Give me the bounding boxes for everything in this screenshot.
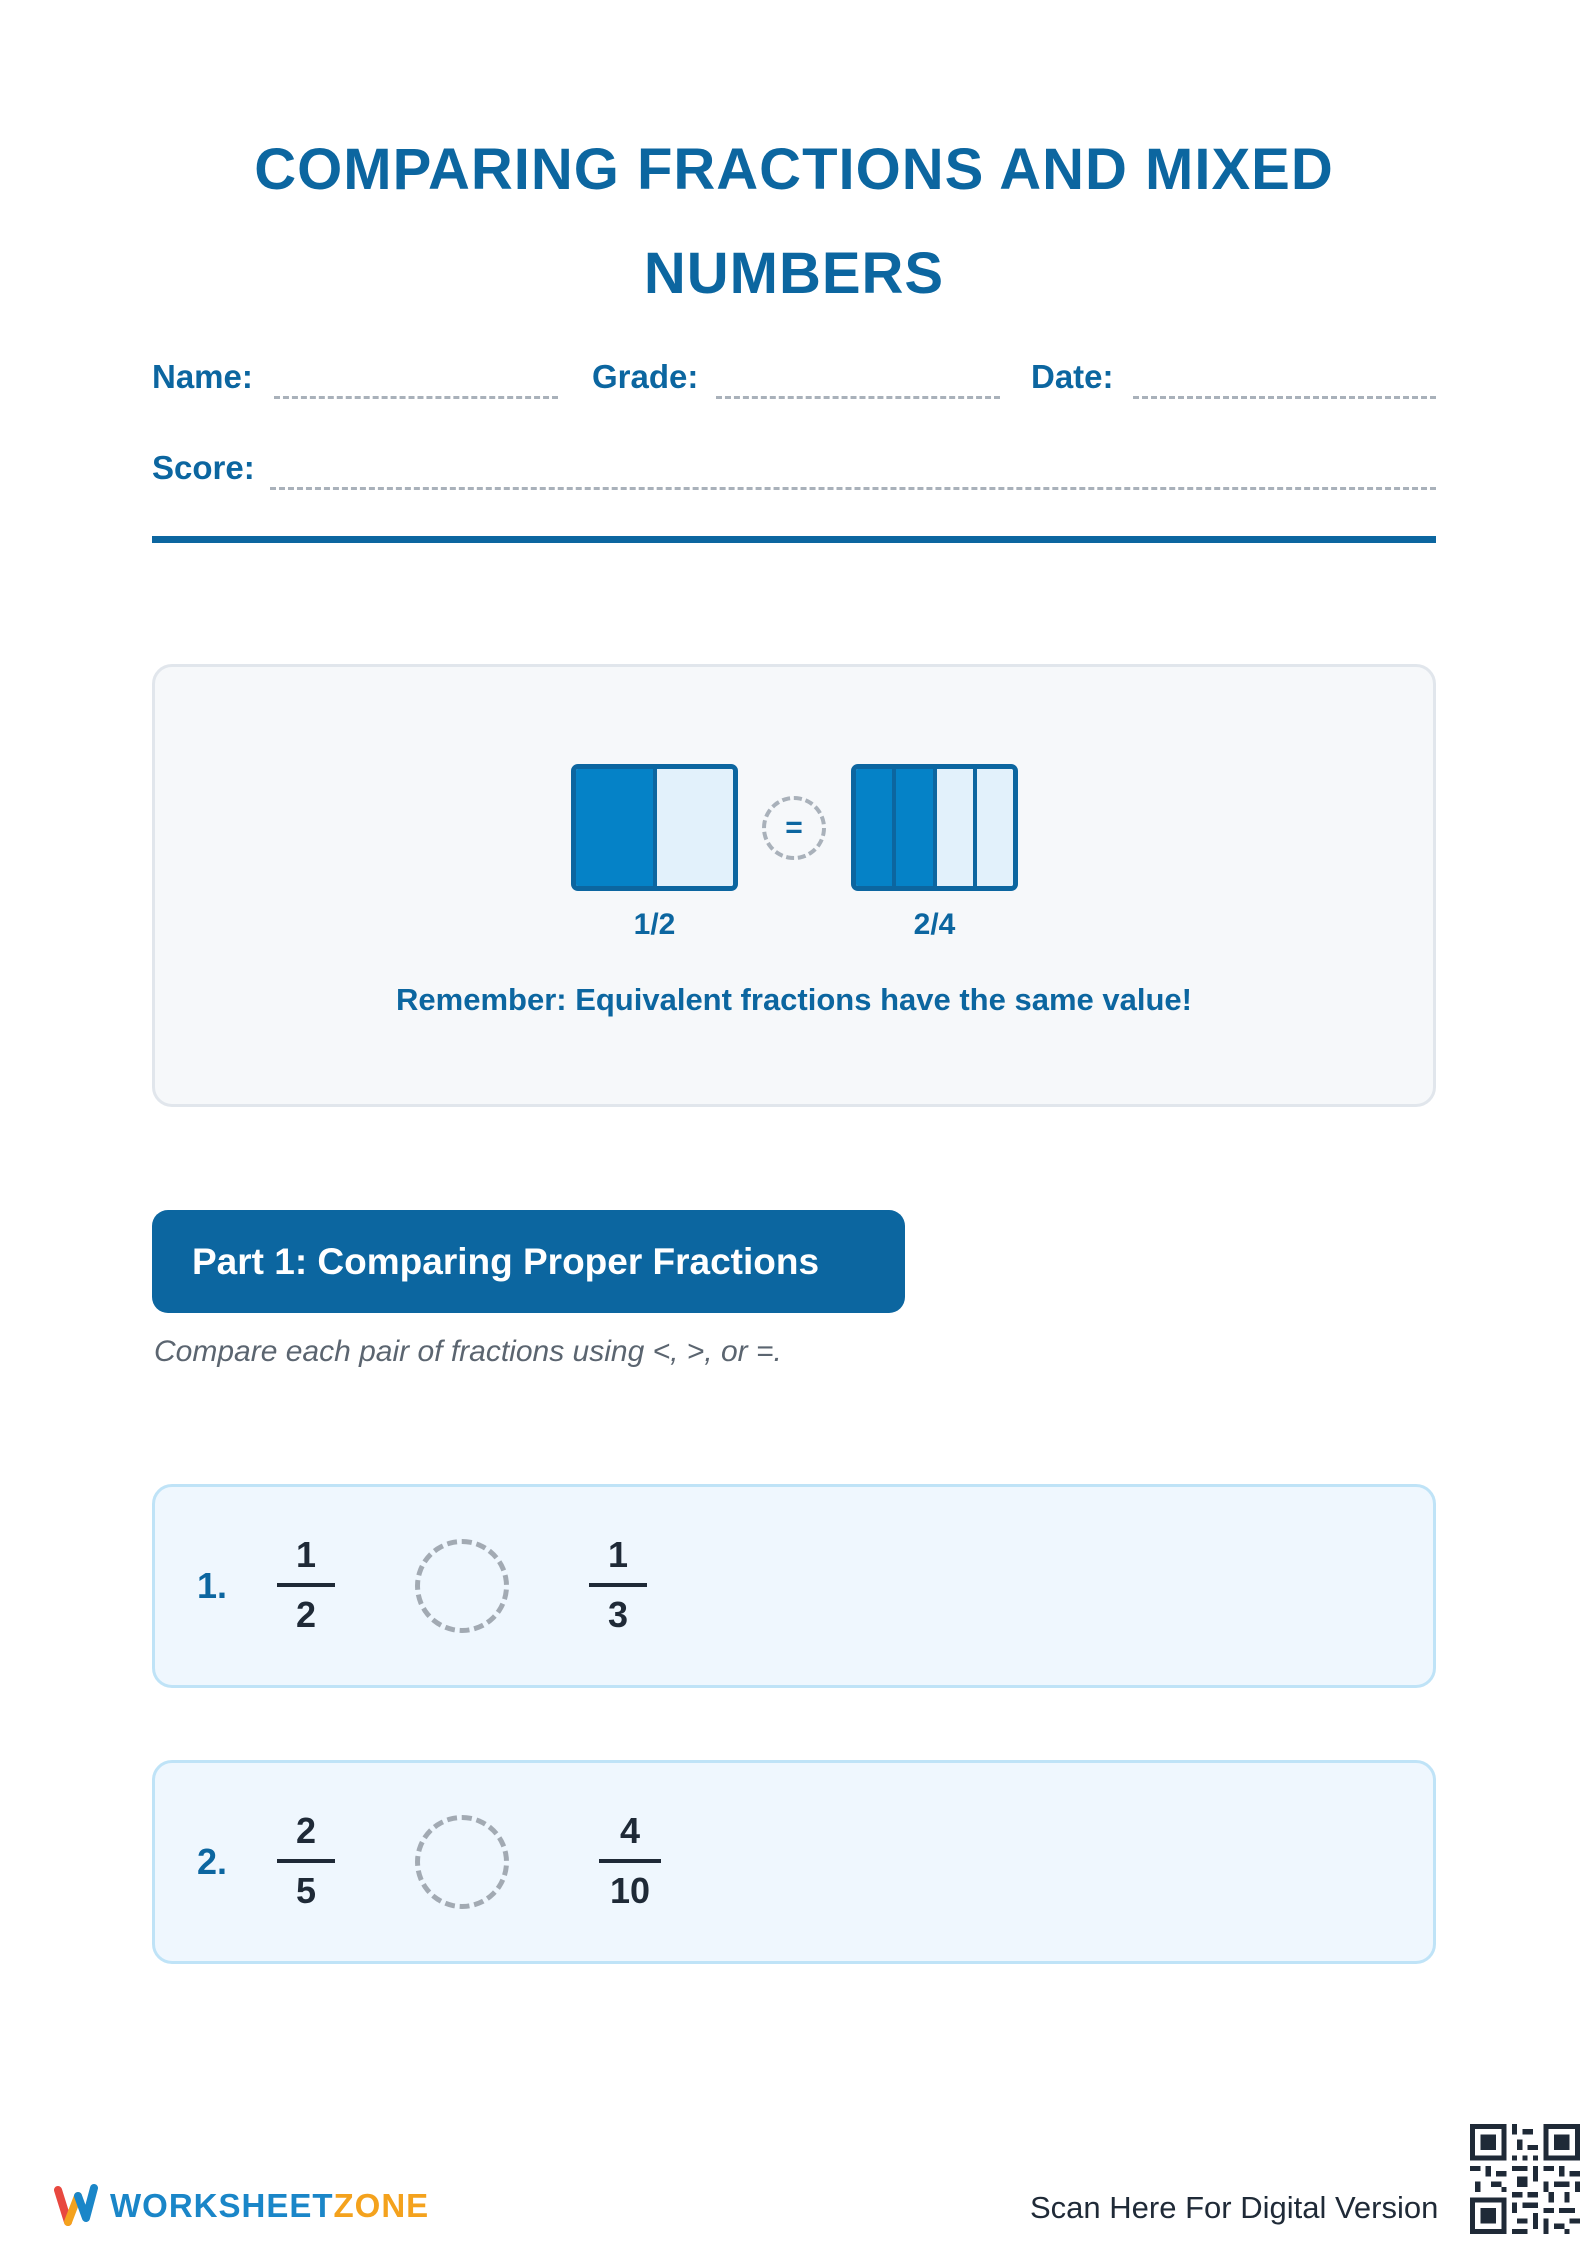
reference-box [152, 664, 1436, 1107]
fraction-bar-line [277, 1583, 335, 1587]
name-field[interactable] [274, 396, 558, 399]
logo-text [110, 2187, 429, 2225]
numerator: 1 [607, 1534, 629, 1575]
shaded-part [856, 769, 892, 886]
date-label: Date: [1031, 358, 1114, 395]
problem-number: 2. [197, 1841, 228, 1882]
fraction-label-left: 1/2 [633, 908, 676, 941]
shaded-part [576, 769, 653, 886]
part1-header: Part 1: Comparing Proper Fractions [152, 1210, 905, 1313]
problem-number: 1. [197, 1565, 228, 1606]
header-divider [152, 536, 1436, 543]
shaded-part [892, 769, 932, 886]
fraction-bar-one-half [571, 764, 738, 891]
left-fraction [271, 1531, 341, 1639]
unshaded-part [933, 769, 973, 886]
fraction-bar-line [589, 1583, 647, 1587]
denominator: 5 [295, 1870, 317, 1911]
fraction-label-right: 2/4 [913, 908, 956, 941]
scan-caption: Scan Here For Digital Version [1030, 2190, 1439, 2225]
denominator: 10 [609, 1870, 651, 1911]
numerator: 4 [619, 1810, 641, 1851]
date-field[interactable] [1133, 396, 1436, 399]
answer-circle[interactable] [415, 1815, 509, 1909]
reminder-note: Remember: Equivalent fractions have the same value! [396, 982, 1192, 1017]
right-fraction [583, 1531, 653, 1639]
problem-card [152, 1484, 1436, 1688]
logo-w-icon [54, 2182, 98, 2230]
fraction-bar-line [277, 1859, 335, 1863]
fraction-bar-line [599, 1859, 661, 1863]
score-label: Score: [152, 449, 255, 486]
numerator: 2 [295, 1810, 317, 1851]
numerator: 1 [295, 1534, 317, 1575]
unshaded-part [973, 769, 1013, 886]
denominator: 2 [295, 1594, 317, 1635]
qr-code[interactable] [1470, 2124, 1580, 2234]
left-fraction [271, 1807, 341, 1915]
grade-label: Grade: [592, 358, 699, 395]
denominator: 3 [607, 1594, 629, 1635]
problem-card [152, 1760, 1436, 1964]
equals-symbol: = [762, 796, 826, 860]
grade-field[interactable] [716, 396, 1000, 399]
answer-circle[interactable] [415, 1539, 509, 1633]
unshaded-part [653, 769, 734, 886]
logo-text-accent: ZONE [333, 2187, 430, 2224]
logo-text-main: WORKSHEET [110, 2187, 334, 2224]
worksheetzone-logo [54, 2182, 429, 2230]
fraction-bar-two-fourths [851, 764, 1018, 891]
score-field[interactable] [270, 487, 1436, 490]
part1-instructions: Compare each pair of fractions using <, >, or =. [154, 1335, 782, 1368]
name-label: Name: [152, 358, 253, 395]
right-fraction [593, 1807, 667, 1915]
worksheet-title: COMPARING FRACTIONS AND MIXED NUMBERS [254, 137, 1334, 306]
